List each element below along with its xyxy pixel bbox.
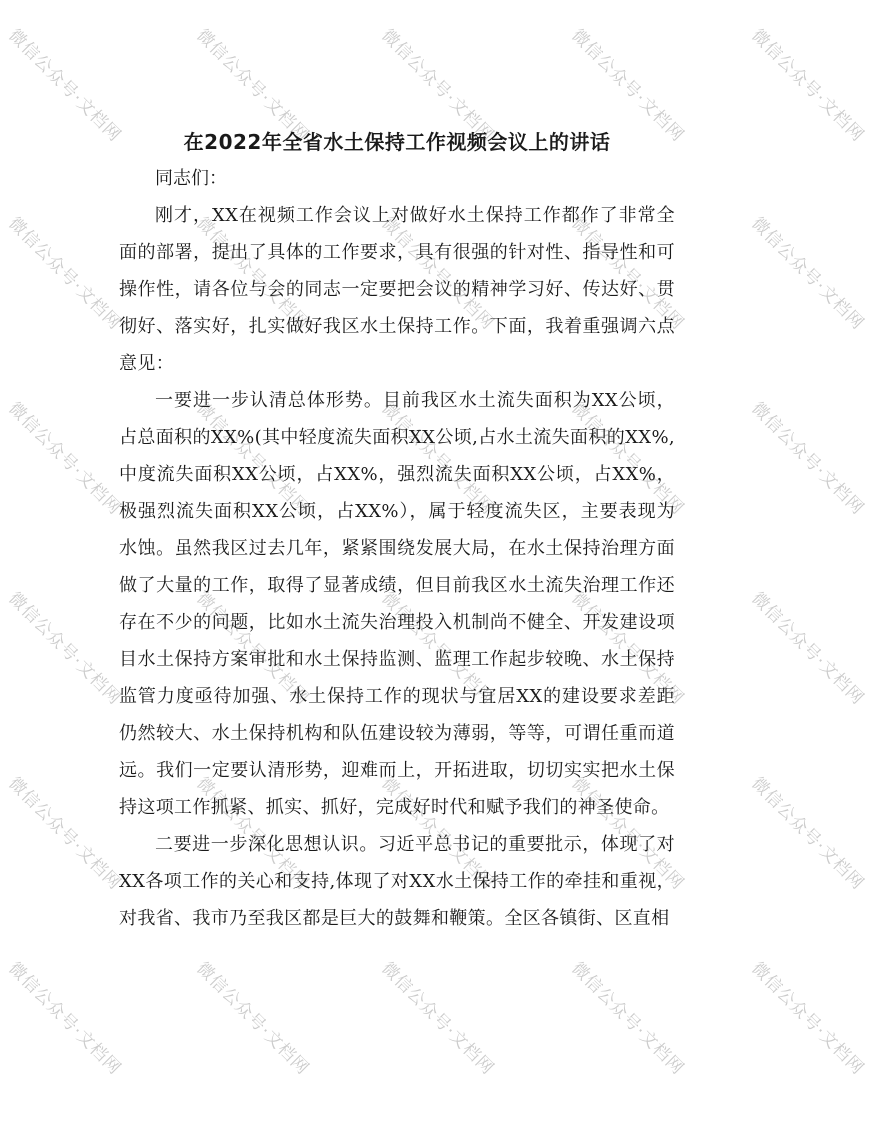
watermark-text: 微信公众号·文档网 (567, 398, 688, 520)
watermark-text: 微信公众号·文档网 (377, 398, 498, 520)
watermark-text: 微信公众号·文档网 (567, 25, 688, 147)
watermark-text: 微信公众号·文档网 (377, 958, 498, 1080)
watermark-text: 微信公众号·文档网 (4, 773, 125, 895)
watermark-text: 微信公众号·文档网 (192, 25, 313, 147)
watermark-text: 微信公众号·文档网 (4, 588, 125, 710)
watermark-text: 微信公众号·文档网 (747, 773, 868, 895)
watermark-text: 微信公众号·文档网 (192, 773, 313, 895)
watermark-text: 微信公众号·文档网 (747, 25, 868, 147)
watermark-text: 微信公众号·文档网 (377, 25, 498, 147)
watermark-text: 微信公众号·文档网 (567, 213, 688, 335)
paragraph-opening: 刚才，XX在视频工作会议上对做好水土保持工作都作了非常全面的部署，提出了具体的工作要求，具有很强的针对性、指导性和可操作性，请各位与会的同志一定要把会议的精神学习好、传达好、贯彻好、落实好，扎实做好我区水土保持工作。下面，我着重强调六点意见： (119, 205, 675, 374)
watermark-text: 微信公众号·文档网 (192, 213, 313, 335)
paragraph-awareness: 二要进一步深化思想认识。习近平总书记的重要批示，体现了对XX各项工作的关心和支持,体现了对XX水土保持工作的牵挂和重视，对我省、我市乃至我区都是巨大的鼓舞和鞭策。全区各镇街、区直相 (119, 834, 675, 929)
salutation: 同志们： (155, 168, 227, 189)
watermark-text: 微信公众号·文档网 (4, 398, 125, 520)
document-title: 在2022年全省水土保持工作视频会议上的讲话 (183, 130, 611, 154)
watermark-text: 微信公众号·文档网 (747, 958, 868, 1080)
document-body (119, 124, 675, 937)
watermark-text: 微信公众号·文档网 (567, 773, 688, 895)
watermark-text: 微信公众号·文档网 (192, 398, 313, 520)
watermark-text: 微信公众号·文档网 (747, 588, 868, 710)
watermark-text: 微信公众号·文档网 (747, 398, 868, 520)
watermark-text: 微信公众号·文档网 (4, 25, 125, 147)
paragraph-situation: 一要进一步认清总体形势。目前我区水土流失面积为XX公顷，占总面积的XX%(其中轻度流失面积XX公顷,占水土流失面积的XX%,中度流失面积XX公顷，占XX%，强烈流失面积XX公顷，占XX%，极强烈流失面积XX公顷，占XX%），属于轻度流失区，主要表现为水蚀。虽然我区过去几年，紧紧围绕发展大局，在水土保持治理方面做了大量的工作，取得了显著成绩，但目前我区水土流失治理工作还存在不少的问题，比如水土流失治理投入机制尚不健全、开发建设项目水土保持方案审批和水土保持监测、监理工作起步较晚、水土保持监管力度亟待加强、水土保持工作的现状与宜居XX的建设要求差距仍然较大、水土保持机构和队伍建设较为薄弱，等等，可谓任重而道远。我们一定要认清形势，迎难而上，开拓进取，切切实实把水土保持这项工作抓紧、抓实、抓好，完成好时代和赋予我们的神圣使命。 (119, 390, 675, 818)
watermark-text: 微信公众号·文档网 (192, 958, 313, 1080)
watermark-text: 微信公众号·文档网 (747, 213, 868, 335)
watermark-text: 微信公众号·文档网 (567, 958, 688, 1080)
watermark-text: 微信公众号·文档网 (192, 588, 313, 710)
watermark-text: 微信公众号·文档网 (567, 588, 688, 710)
watermark-text: 微信公众号·文档网 (377, 588, 498, 710)
watermark-text: 微信公众号·文档网 (377, 773, 498, 895)
watermark-text: 微信公众号·文档网 (4, 213, 125, 335)
watermark-text: 微信公众号·文档网 (4, 958, 125, 1080)
watermark-text: 微信公众号·文档网 (377, 213, 498, 335)
